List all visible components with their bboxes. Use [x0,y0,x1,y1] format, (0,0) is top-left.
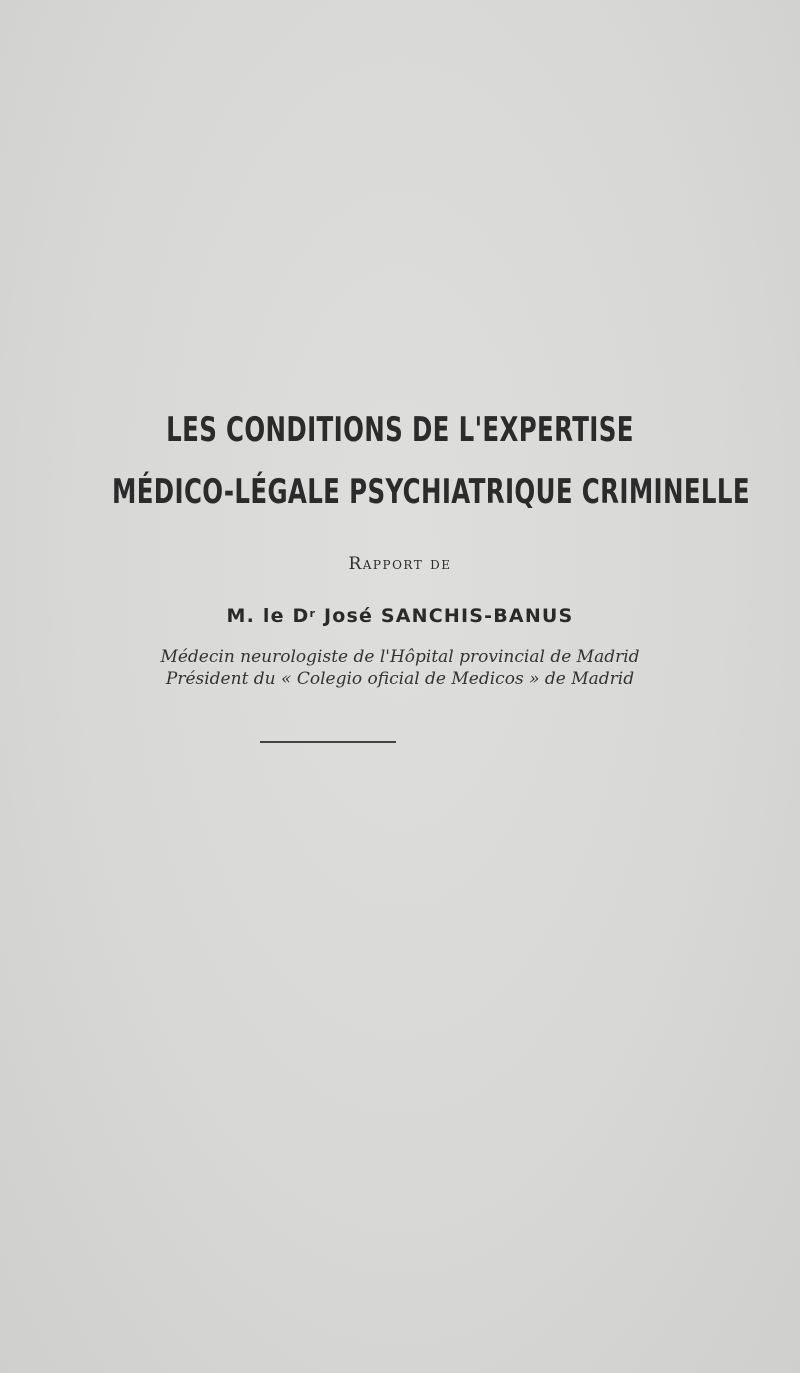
title-line-1: LES CONDITIONS DE L'EXPERTISE [166,410,634,450]
affiliation-1: Médecin neurologiste de l'Hôpital provincial de Madrid [160,647,640,667]
author-prefix: M. le D [226,605,310,627]
author-name: José SANCHIS-BANUS [323,605,574,627]
author-line [0,605,800,627]
affiliation-2: Président du « Colegio oficial de Medicos » de Madrid [165,669,635,689]
separator-rule [260,741,396,743]
author-prefix-sup: r [309,607,317,620]
title-line-2: MÉDICO-LÉGALE PSYCHIATRIQUE CRIMINELLE [112,472,750,512]
report-label: Rapport de [348,554,452,574]
